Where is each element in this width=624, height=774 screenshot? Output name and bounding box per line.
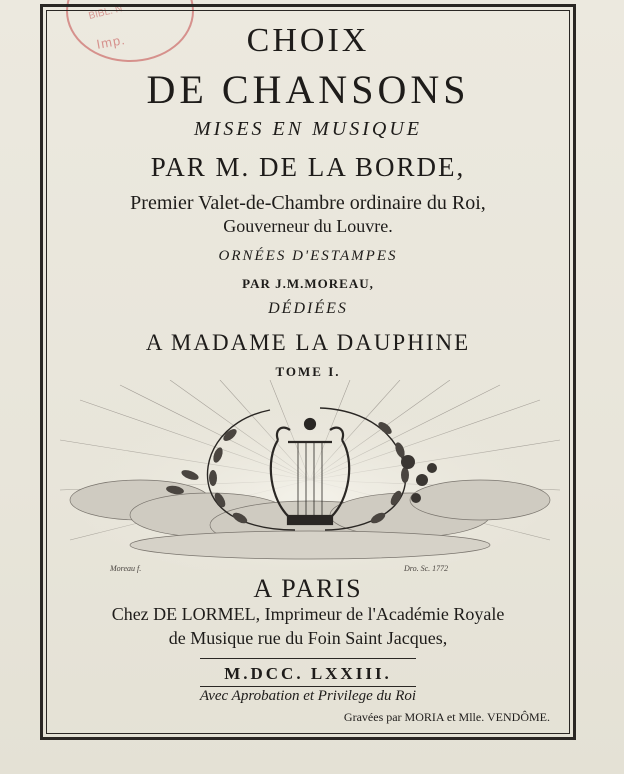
- volume-label: TOME I.: [275, 364, 341, 379]
- library-stamp-imp: Imp.: [95, 31, 127, 52]
- imprint-address: de Musique rue du Foin Saint Jacques,: [168, 628, 448, 648]
- lyre-vignette: [60, 380, 560, 570]
- rule-below-date: [200, 686, 416, 687]
- imprint-approbation: Avec Aprobation et Privilege du Roi: [199, 688, 417, 704]
- author-title-1: Premier Valet-de-Chambre ordinaire du Roi,: [130, 192, 486, 214]
- imprint-engravers: Gravées par MORIA et Mlle. VENDÔME.: [343, 710, 550, 724]
- imprint-city: A PARIS: [253, 574, 363, 603]
- vignette-signature-left: Moreau f.: [110, 564, 142, 573]
- dedication-line: A MADAME LA DAUPHINE: [145, 330, 471, 355]
- title-choix: CHOIX: [246, 22, 370, 59]
- author-line: PAR M. DE LA BORDE,: [150, 152, 466, 182]
- imprint-date: M.DCC. LXXIII.: [224, 664, 392, 683]
- imprint-publisher: Chez DE LORMEL, Imprimeur de l'Académie Royale: [111, 604, 505, 624]
- author-title-2: Gouverneur du Louvre.: [223, 216, 393, 236]
- library-stamp-label: BIBL. N: [87, 3, 124, 23]
- ornees-line: ORNÉES D'ESTAMPES: [218, 248, 398, 264]
- subtitle-musique: MISES EN MUSIQUE: [194, 118, 422, 140]
- rule-above-date: [200, 658, 416, 659]
- title-de-chansons: DE CHANSONS: [146, 67, 470, 112]
- vignette-signature-right: Dro. Sc. 1772: [404, 564, 449, 573]
- illustrator-line: PAR J.M.MOREAU,: [242, 276, 374, 291]
- dediees-line: DÉDIÉES: [268, 300, 348, 317]
